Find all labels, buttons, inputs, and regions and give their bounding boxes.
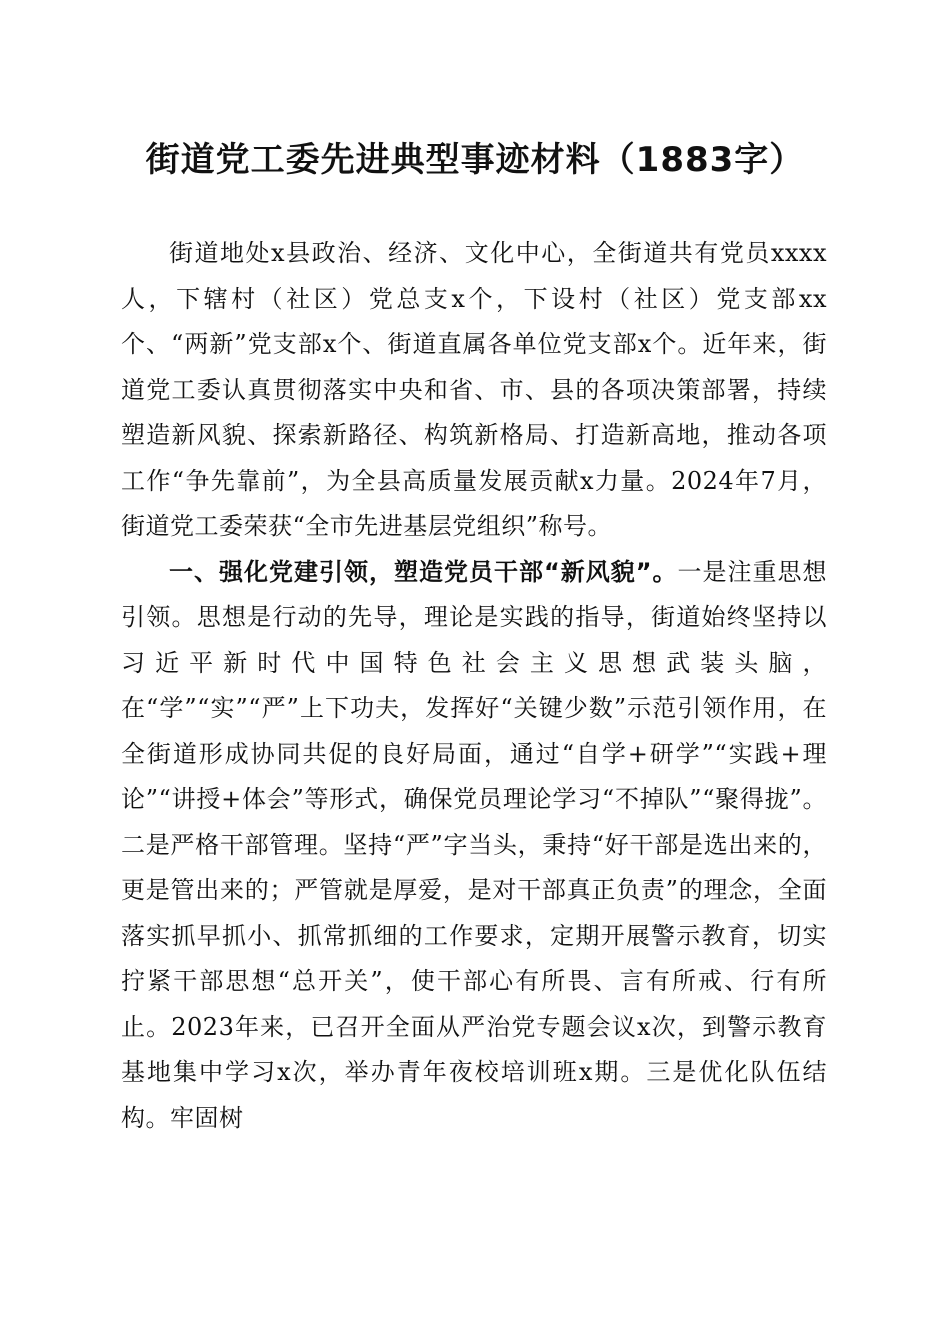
section-one-text: 一是注重思想引领。思想是行动的先导，理论是实践的指导，街道始终坚持以习近平新时代中国特色社会主义思想武装头脑，在“学”“实”“严”上下功夫，发挥好“关键少数”示范引领作用，在全街道形成协同共促的良好局面，通过“自学+研学”“实践+理论”“讲授+体会”等形式，确保党员理论学习“不掉队”“聚得拢”。二是严格干部管理。坚持“严”字当头，秉持“好干部是选出来的，更是管出来的；严管就是厚爱，是对干部真正负责”的理念，全面落实抓早抓小、抓常抓细的工作要求，定期开展警示教育，切实拧紧干部思想“总开关”，使干部心有所畏、言有所戒、行有所止。2023年来，已召开全面从严治党专题会议x次，到警示教育基地集中学习x次，举办青年夜校培训班x期。三是优化队伍结构。牢固树 — [121, 557, 828, 1132]
section-one-paragraph — [121, 550, 827, 1142]
document-title: 街道党工委先进典型事迹材料（1883字） — [145, 140, 805, 180]
intro-paragraph — [121, 231, 827, 550]
section-one-heading: 一、强化党建引领，塑造党员干部“新风貌”。 — [169, 557, 678, 586]
document-body — [121, 231, 827, 1141]
intro-paragraph-text: 街道地处x县政治、经济、文化中心，全街道共有党员xxxx人，下辖村（社区）党总支x个，下设村（社区）党支部xx个、“两新”党支部x个、街道直属各单位党支部x个。近年来，街道党工委认真贯彻落实中央和省、市、县的各项决策部署，持续塑造新风貌、探索新路径、构筑新格局、打造新高地，推动各项工作“争先靠前”，为全县高质量发展贡献x力量。2024年7月，街道党工委荣获“全市先进基层党组织”称号。 — [121, 239, 827, 540]
